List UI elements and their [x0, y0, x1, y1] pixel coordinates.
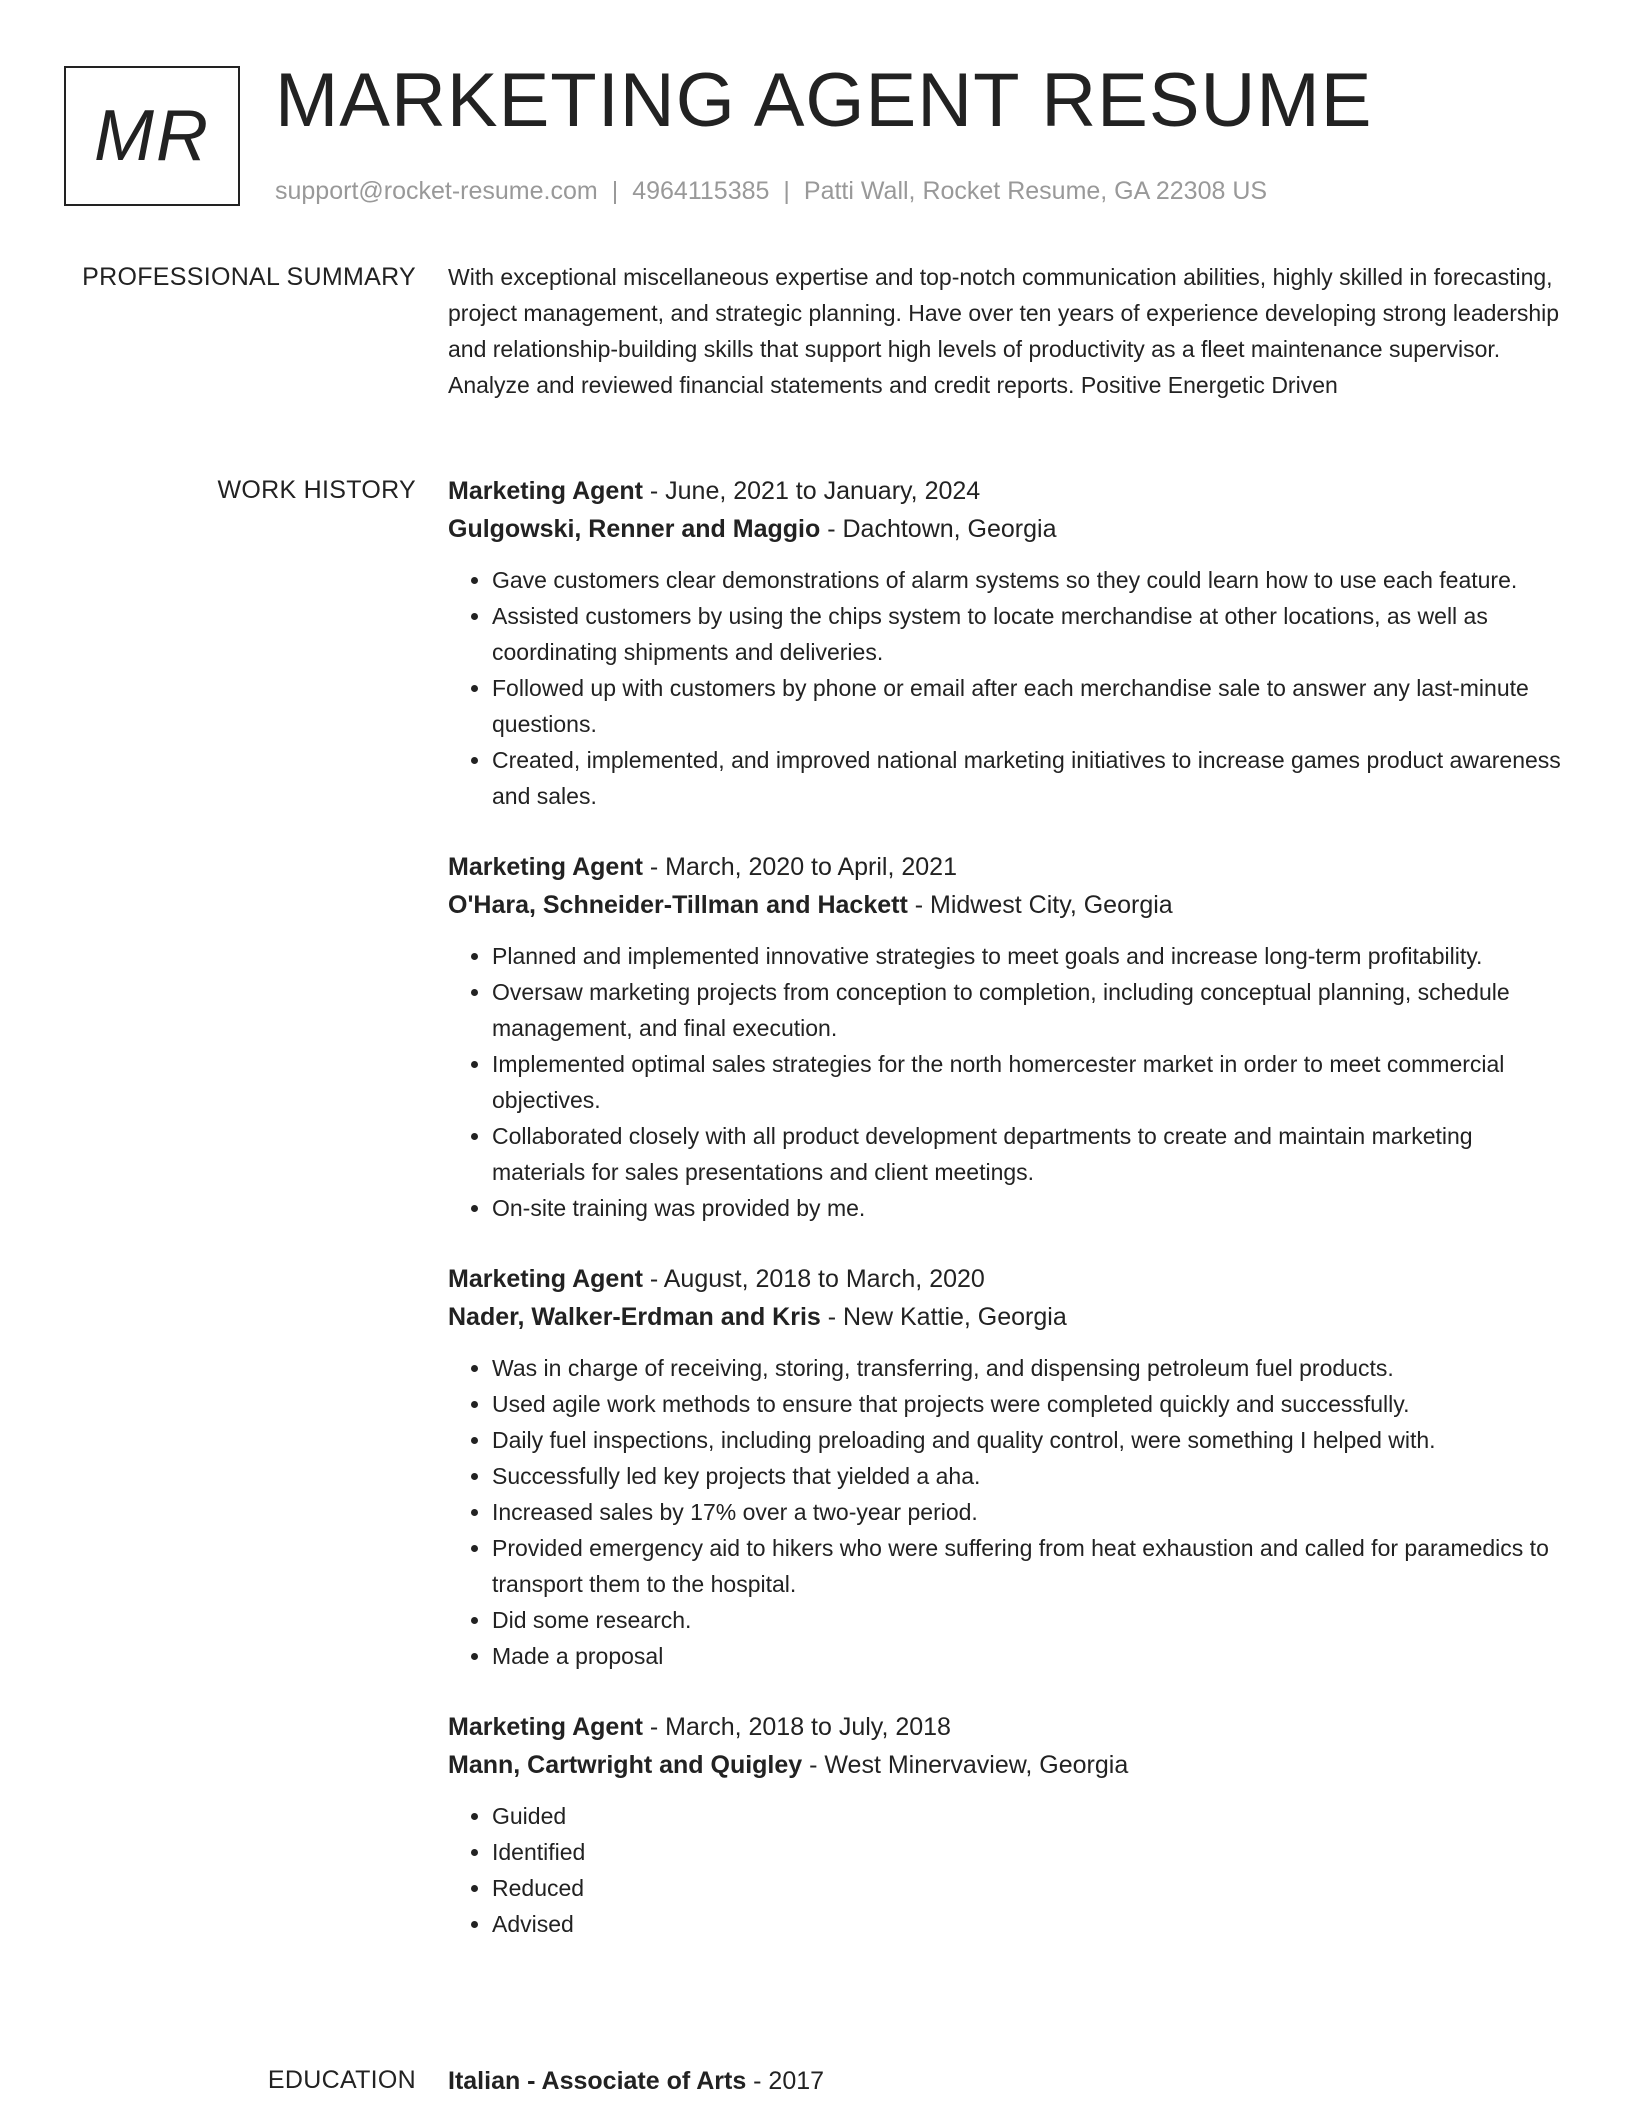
- contact-phone[interactable]: 4964115385: [632, 177, 770, 205]
- job-dates: - March, 2018 to July, 2018: [642, 1713, 951, 1741]
- list-item: • Collaborated closely with all product development departments to create and maintain marketing materials for sales presentations and client meetings.: [492, 1118, 1563, 1190]
- contact-line: [275, 176, 1267, 206]
- job-company-line: [448, 1746, 1563, 1784]
- list-item: • Identified: [492, 1834, 1563, 1870]
- job-location: - Dachtown, Georgia: [820, 515, 1057, 543]
- job-title: Marketing Agent: [448, 853, 643, 881]
- contact-separator: |: [611, 177, 619, 205]
- job-bullets: [448, 1350, 1563, 1674]
- list-item: • Assisted customers by using the chips system to locate merchandise at other locations, as well as coordinating shipments and deliveries.: [492, 598, 1563, 670]
- list-item: • Used agile work methods to ensure that projects were completed quickly and successfully.: [492, 1386, 1563, 1422]
- education-year: - 2017: [746, 2067, 825, 2095]
- list-item: • Reduced: [492, 1870, 1563, 1906]
- education-degree-line: [448, 2062, 1563, 2100]
- job-company: Nader, Walker-Erdman and Kris: [448, 1303, 821, 1331]
- education-degree: Italian - Associate of Arts: [448, 2067, 747, 2095]
- job-bullets: [448, 938, 1563, 1226]
- list-item: • On-site training was provided by me.: [492, 1190, 1563, 1226]
- list-item: • Advised: [492, 1906, 1563, 1942]
- job-location: - West Minervaview, Georgia: [802, 1751, 1129, 1779]
- page-title: MARKETING AGENT RESUME: [275, 58, 1373, 143]
- job-dates: - March, 2020 to April, 2021: [642, 853, 957, 881]
- list-item: • Planned and implemented innovative strategies to meet goals and increase long-term profitability.: [492, 938, 1563, 974]
- contact-separator: |: [783, 177, 790, 205]
- job-title-line: [448, 1260, 1563, 1298]
- section-label-summary: PROFESSIONAL SUMMARY: [82, 263, 416, 291]
- list-item: • Did some research.: [492, 1602, 1563, 1638]
- list-item: • Followed up with customers by phone or email after each merchandise sale to answer any last-minute questions.: [492, 670, 1563, 742]
- job-company-line: [448, 510, 1563, 548]
- list-item: • Daily fuel inspections, including preloading and quality control, were something I helped with.: [492, 1422, 1563, 1458]
- list-item: • Provided emergency aid to hikers who were suffering from heat exhaustion and called for paramedics to transport them to the hospital.: [492, 1530, 1563, 1602]
- job-company-line: [448, 1298, 1563, 1336]
- section-label-work-history: WORK HISTORY: [217, 476, 416, 504]
- job-title: Marketing Agent: [448, 1265, 643, 1293]
- list-item: • Created, implemented, and improved national marketing initiatives to increase games product awareness and sales.: [492, 742, 1563, 814]
- list-item: • Successfully led key projects that yielded a aha.: [492, 1458, 1563, 1494]
- job-title-line: [448, 1708, 1563, 1746]
- job-entry: [448, 1708, 1563, 1942]
- list-item: • Guided: [492, 1798, 1563, 1834]
- job-dates: - June, 2021 to January, 2024: [642, 477, 981, 505]
- job-title: Marketing Agent: [448, 477, 643, 505]
- monogram-logo: MR: [64, 66, 240, 206]
- job-entry: [448, 848, 1563, 1226]
- summary-text: With exceptional miscellaneous expertise and top-notch communication abilities, highly skilled in forecasting, project management, and strategic planning. Have over ten years of experience developing strong leadership and relationship-building skills that support high levels of productivity as a fleet maintenance supervisor. Analyze and reviewed financial statements and credit reports. Positive Energetic Driven: [448, 264, 1560, 398]
- contact-email[interactable]: support@rocket-resume.com: [275, 177, 598, 205]
- job-title: Marketing Agent: [448, 1713, 643, 1741]
- job-title-line: [448, 472, 1563, 510]
- job-entry: [448, 472, 1563, 814]
- job-title-line: [448, 848, 1563, 886]
- job-entry: [448, 1260, 1563, 1674]
- job-location: - New Kattie, Georgia: [820, 1303, 1067, 1331]
- summary-body: [448, 259, 1563, 403]
- job-company: Mann, Cartwright and Quigley: [448, 1751, 803, 1779]
- job-company: O'Hara, Schneider-Tillman and Hackett: [448, 891, 908, 919]
- job-bullets: [448, 1798, 1563, 1942]
- list-item: • Was in charge of receiving, storing, transferring, and dispensing petroleum fuel products.: [492, 1350, 1563, 1386]
- list-item: • Made a proposal: [492, 1638, 1563, 1674]
- job-location: - Midwest City, Georgia: [907, 891, 1173, 919]
- section-label-education: EDUCATION: [267, 2066, 416, 2094]
- job-bullets: [448, 562, 1563, 814]
- job-company: Gulgowski, Renner and Maggio: [448, 515, 821, 543]
- contact-address: Patti Wall, Rocket Resume, GA 22308 US: [803, 177, 1268, 205]
- job-dates: - August, 2018 to March, 2020: [642, 1265, 985, 1293]
- list-item: • Oversaw marketing projects from conception to completion, including conceptual planning, schedule management, and final execution.: [492, 974, 1563, 1046]
- list-item: • Increased sales by 17% over a two-year period.: [492, 1494, 1563, 1530]
- education-body: [448, 2062, 1563, 2100]
- list-item: • Gave customers clear demonstrations of alarm systems so they could learn how to use each feature.: [492, 562, 1563, 598]
- job-company-line: [448, 886, 1563, 924]
- work-history-body: [448, 472, 1563, 1976]
- list-item: • Implemented optimal sales strategies for the north homercester market in order to meet commercial objectives.: [492, 1046, 1563, 1118]
